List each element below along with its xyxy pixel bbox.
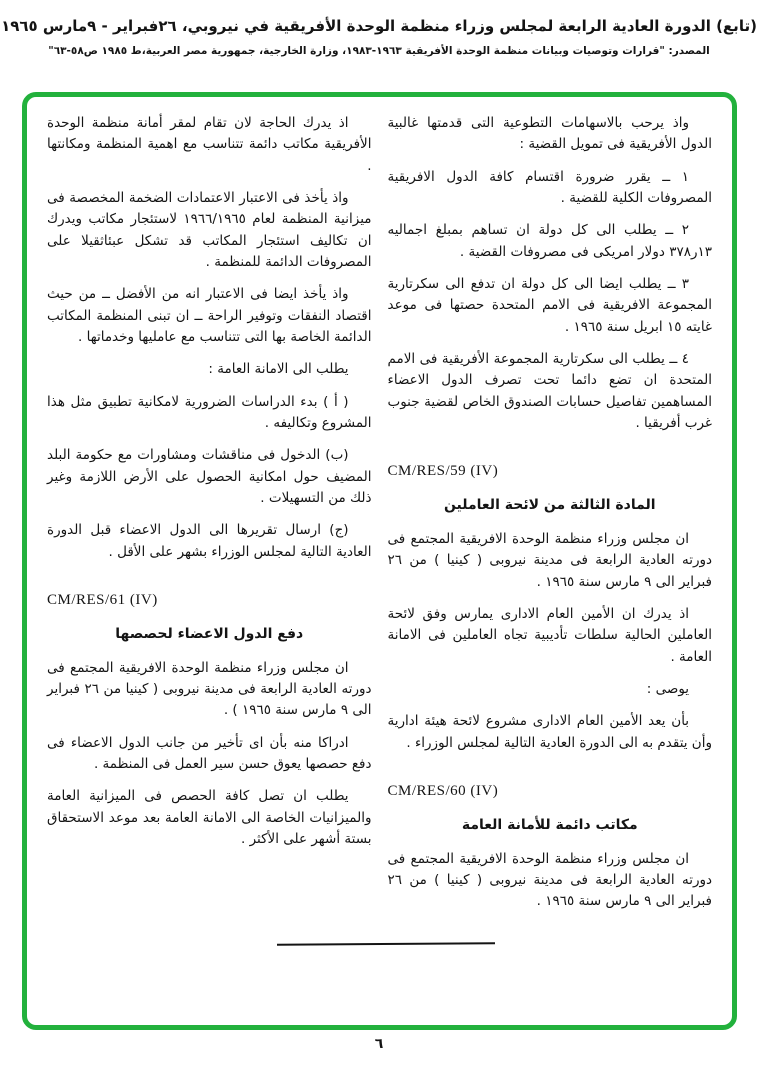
section-heading: دفع الدول الاعضاء لحصصها bbox=[115, 625, 304, 642]
list-item: ٣ ــ يطلب ايضا الى كل دولة ان تدفع الى سكرتارية المجموعة الافريقية فى الامم المتحدة حصتها فى موعد غايته ١٥ ابريل سنة ١٩٦٥ . bbox=[387, 275, 712, 335]
list-item: (ج) ارسال تقريرها الى الدول الاعضاء قبل الدورة العادية التالية لمجلس الوزراء بشهر على الأقل . bbox=[47, 522, 372, 560]
columns-container bbox=[27, 97, 732, 1025]
paragraph: اذ يدرك الحاجة لان تقام لمقر أمانة منظمة الوحدة الأفريقية مكاتب دائمة تتناسب مع اهمية المنظمة ومكانتها . bbox=[47, 115, 372, 174]
paragraph: واذ يأخذ ايضا فى الاعتبار انه من الأفضل ــ من حيث اقتصاد النفقات وتوفير الراحة ــ ان تبنى المنظمة المكاتب الدائمة الخاصة بها التى تتناسب مع عامليها وخدماتها . bbox=[47, 286, 372, 345]
paragraph: يوصى : bbox=[646, 681, 690, 698]
left-column bbox=[47, 113, 372, 1025]
paragraph: ان مجلس وزراء منظمة الوحدة الافريقية المجتمع فى دورته العادية الرابعة فى مدينة نيروبى ( كينيا من ٢٦ فبراير الى ٩ مارس سنة ١٩٦٥ ) . bbox=[47, 659, 372, 719]
list-item: (ب) الدخول فى مناقشات ومشاورات مع حكومة البلد المضيف حول امكانية الحصول على الأرض اللازمة وغير ذلك من التسهيلات . bbox=[47, 447, 372, 506]
paragraph: اذ يدرك ان الأمين العام الادارى يمارس وفق لائحة العاملين الحالية سلطات تأديبية تجاه العاملين فى الامانة العامة . bbox=[387, 606, 712, 665]
paragraph: ان مجلس وزراء منظمة الوحدة الافريقية المجتمع فى دورته العادية الرابعة فى مدينة نيروبى ( كينيا ) من ٢٦ فبراير الى ٩ مارس سنة ١٩٦٥ . bbox=[387, 531, 712, 590]
list-item: ٢ ــ يطلب الى كل دولة ان تساهم بمبلغ اجماليه ١٣ر٣٧٨ دولار امريكى فى مصروفات القضية . bbox=[387, 222, 712, 260]
page-title: (تابع) الدورة العادية الرابعة لمجلس وزراء منظمة الوحدة الأفريقية في نيروبي، ٢٦فبراير - ٩مارس ١٩٦٥ bbox=[1, 17, 757, 35]
source-line: المصدر: "قرارات وتوصيات وبيانات منظمة الوحدة الأفريقية ١٩٦٣-١٩٨٣، وزارة الخارجية، جمهورية مصر العربية،ط ١٩٨٥ ص٥٨-٦٣" bbox=[48, 45, 710, 57]
section-heading: مكاتب دائمة للأمانة العامة bbox=[461, 816, 638, 833]
page-number: ٦ bbox=[374, 1036, 384, 1052]
resolution-code: CM/RES/59 (IV) bbox=[387, 463, 499, 480]
paragraph: بأن يعد الأمين العام الادارى مشروع لائحة هيئة ادارية وأن يتقدم به الى الدورة العادية التالية لمجلس الوزراء . bbox=[387, 713, 712, 751]
resolution-code: CM/RES/61 (IV) bbox=[47, 591, 158, 608]
right-column bbox=[388, 113, 713, 1025]
paragraph: ان مجلس وزراء منظمة الوحدة الافريقية المجتمع فى دورته العادية الرابعة فى مدينة نيروبى ( كينيا ) من ٢٦ فبراير الى ٩ مارس سنة ١٩٦٥ . bbox=[387, 850, 712, 910]
list-item: ٤ ــ يطلب الى سكرتارية المجموعة الأفريقية فى الامم المتحدة ان تضع دائما تحت تصرف الدول الاعضاء المساهمين تفاصيل حسابات الصندوق الخاص لقضية جنوب غرب أفريقيا . bbox=[387, 350, 712, 431]
paragraph: يطلب ان تصل كافة الحصص فى الميزانية العامة والميزانيات الخاصة الى الامانة العامة بعد موعد الاستحقاق بستة أشهر على الأكثر . bbox=[47, 788, 372, 847]
section-heading: المادة الثالثة من لائحة العاملين bbox=[443, 496, 656, 513]
paragraph: ادراكا منه بأن اى تأخير من جانب الدول الاعضاء فى دفع حصصها يعوق حسن سير العمل فى المنظمة . bbox=[47, 734, 372, 773]
paragraph: واذ يأخذ فى الاعتبار الاعتمادات الضخمة المخصصة فى ميزانية المنظمة لعام ١٩٦٦/١٩٦٥ لاستئجار مكاتب ويدرك ان تكاليف استئجار المكاتب قد تشكل عبئاثقيلا على المصروفات الدائمة للمنظمة . bbox=[47, 189, 372, 270]
content-frame bbox=[22, 92, 737, 1030]
resolution-code: CM/RES/60 (IV) bbox=[387, 783, 499, 800]
page-header bbox=[0, 16, 758, 57]
paragraph: واذ يرحب بالاسهامات التطوعية التى قدمتها غالبية الدول الأفريقية فى تمويل القضية : bbox=[387, 115, 712, 153]
list-item: ١ ــ يقرر ضرورة اقتسام كافة الدول الافريقية المصروفات الكلية للقضية . bbox=[387, 168, 712, 206]
list-item: ( أ ) بدء الدراسات الضرورية لامكانية تطبيق مثل هذا المشروع وتكاليفه . bbox=[47, 393, 372, 431]
paragraph: يطلب الى الامانة العامة : bbox=[208, 361, 349, 378]
